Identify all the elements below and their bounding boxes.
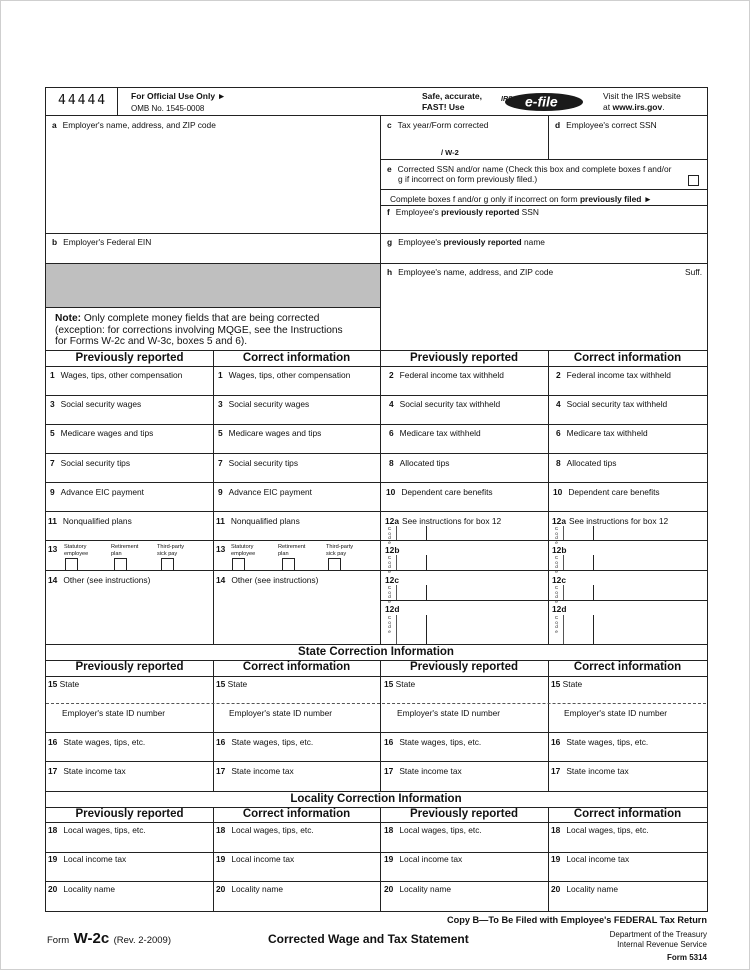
state-col-header-4: Correct information (573, 661, 682, 673)
third-party-sick-pay-label: Third-party sick pay (326, 544, 354, 557)
state-id-1: Employer's state ID number (62, 708, 166, 718)
box-19-4: 19 Local income tax (551, 854, 630, 864)
box-6-correct: 6 Medicare tax withheld (556, 428, 648, 438)
statutory-employee-label: Statutory employee (231, 544, 256, 557)
box-17-1: 17 State income tax (48, 766, 126, 776)
box-3-correct: 3 Social security wages (218, 399, 310, 409)
code-label: Code (387, 585, 392, 604)
box-4-prev: 4 Social security tax withheld (389, 399, 501, 409)
code-label: Code (554, 526, 559, 545)
third-party-sick-pay-checkbox[interactable] (161, 558, 174, 571)
box-16-1: 16 State wages, tips, etc. (48, 737, 146, 747)
box-12b-correct: 12b (552, 545, 567, 555)
treasury-dept: Department of the Treasury (609, 930, 707, 939)
box-f-label: f Employee's previously reported SSN (387, 207, 539, 217)
box-3-prev: 3 Social security wages (50, 399, 142, 409)
statutory-employee-checkbox[interactable] (232, 558, 245, 571)
box-g-label: g Employee's previously reported name (387, 237, 545, 247)
box-15-state-4: 15 State (551, 679, 583, 689)
box-2-prev: 2 Federal income tax withheld (389, 370, 504, 380)
box-18-4: 18 Local wages, tips, etc. (551, 825, 649, 835)
box-12a-prev: 12a See instructions for box 12 (385, 516, 502, 526)
box-5-prev: 5 Medicare wages and tips (50, 428, 154, 438)
state-section-title: State Correction Information (298, 646, 454, 658)
box-14-correct: 14 Other (see instructions) (216, 575, 319, 585)
box-h-label: h Employee's name, address, and ZIP code (387, 267, 554, 277)
box-20-2: 20 Locality name (216, 884, 284, 894)
statutory-employee-checkbox[interactable] (65, 558, 78, 571)
retirement-plan-checkbox[interactable] (114, 558, 127, 571)
box-1-correct: 1 Wages, tips, other compensation (218, 370, 351, 380)
irs-logo-text: IRS (501, 96, 513, 103)
irs-website-link[interactable]: www.irs.gov (612, 102, 663, 112)
box-12c-prev: 12c (385, 575, 399, 585)
box-19-1: 19 Local income tax (48, 854, 127, 864)
box-8-correct: 8 Allocated tips (556, 458, 617, 468)
money-fields-note: Note: Only complete money fields that are being corrected (exception: for corrections involving MQGE, see the Instructions for Forms W-2c and W-3c, boxes 5 and 6). (55, 313, 343, 347)
box-7-prev: 7 Social security tips (50, 458, 131, 468)
box-12b-prev: 12b (385, 545, 400, 555)
locality-col-header-2: Correct information (242, 808, 351, 820)
box-8-prev: 8 Allocated tips (389, 458, 450, 468)
box-12d-prev: 12d (385, 604, 400, 614)
omb-number: OMB No. 1545-0008 (131, 104, 205, 113)
box-18-1: 18 Local wages, tips, etc. (48, 825, 146, 835)
col-header-previously-reported-1: Previously reported (75, 352, 184, 364)
retirement-plan-label: Retirement plan (278, 544, 306, 557)
box-10-correct: 10 Dependent care benefits (553, 487, 660, 497)
form-title-block (47, 930, 171, 948)
box-5-correct: 5 Medicare wages and tips (218, 428, 322, 438)
irs-efile-logo (497, 91, 587, 113)
box-b-label: b Employer's Federal EIN (52, 237, 152, 247)
box-16-2: 16 State wages, tips, etc. (216, 737, 314, 747)
box-11-prev: 11 Nonqualified plans (48, 516, 132, 526)
code-label: Code (554, 585, 559, 604)
retirement-plan-checkbox[interactable] (282, 558, 295, 571)
box-17-3: 17 State income tax (384, 766, 462, 776)
locality-section-title: Locality Correction Information (290, 793, 462, 805)
statutory-employee-label: Statutory employee (64, 544, 89, 557)
box-17-2: 17 State income tax (216, 766, 294, 776)
suffix-label: Suff. (685, 267, 703, 277)
box-18-3: 18 Local wages, tips, etc. (384, 825, 482, 835)
state-col-header-1: Previously reported (75, 661, 184, 673)
shaded-box (46, 264, 380, 307)
form-corrected-w2: / W-2 (441, 148, 459, 157)
col-header-correct-information-2: Correct information (573, 352, 682, 364)
box-20-3: 20 Locality name (384, 884, 452, 894)
box-17-4: 17 State income tax (551, 766, 629, 776)
safe-accurate-text: Safe, accurate, (422, 91, 483, 101)
state-col-header-2: Correct information (242, 661, 351, 673)
efile-logo-text: e-file (525, 93, 558, 110)
box-14-prev: 14 Other (see instructions) (48, 575, 151, 585)
box-19-2: 19 Local income tax (216, 854, 295, 864)
box-11-correct: 11 Nonqualified plans (216, 516, 300, 526)
box-15-state-3: 15 State (384, 679, 416, 689)
code-label: Code (554, 555, 559, 574)
form-revision: (Rev. 2-2009) (113, 935, 172, 946)
corrected-ssn-checkbox[interactable] (688, 175, 699, 186)
box-20-4: 20 Locality name (551, 884, 619, 894)
locality-col-header-4: Correct information (573, 808, 682, 820)
box-7-correct: 7 Social security tips (218, 458, 299, 468)
code-label: Code (387, 555, 392, 574)
box-a-label: a Employer's name, address, and ZIP code (52, 120, 216, 130)
third-party-sick-pay-label: Third-party sick pay (157, 544, 185, 557)
form-main-title: Corrected Wage and Tax Statement (268, 932, 469, 946)
state-id-3: Employer's state ID number (397, 708, 501, 718)
box-12a-correct: 12a See instructions for box 12 (552, 516, 669, 526)
retirement-plan-label: Retirement plan (111, 544, 139, 557)
col-header-correct-information-1: Correct information (242, 352, 351, 364)
irs-agency: Internal Revenue Service (617, 940, 707, 949)
box-15-state-2: 15 State (216, 679, 248, 689)
box-20-1: 20 Locality name (48, 884, 116, 894)
box-e-label-2: g if incorrect on form previously filed.) (398, 174, 538, 184)
form-word: Form (47, 935, 70, 946)
box-4-correct: 4 Social security tax withheld (556, 399, 668, 409)
code-label: Code (554, 615, 559, 634)
fast-use-text: FAST! Use (422, 102, 465, 112)
official-use-label: For Official Use Only ► (131, 91, 226, 101)
box-12c-correct: 12c (552, 575, 566, 585)
state-id-4: Employer's state ID number (564, 708, 668, 718)
form-number: Form 5314 (666, 953, 707, 962)
box-19-3: 19 Local income tax (384, 854, 463, 864)
box-c-label: c Tax year/Form corrected (387, 120, 489, 130)
box-12d-correct: 12d (552, 604, 567, 614)
box-13-num-correct: 13 (216, 544, 226, 554)
box-18-2: 18 Local wages, tips, etc. (216, 825, 314, 835)
state-id-2: Employer's state ID number (229, 708, 333, 718)
box-9-prev: 9 Advance EIC payment (50, 487, 145, 497)
col-header-previously-reported-2: Previously reported (409, 352, 518, 364)
box-d-label: d Employee's correct SSN (555, 120, 657, 130)
irs-website: at www.irs.gov. (603, 102, 665, 112)
third-party-sick-pay-checkbox[interactable] (328, 558, 341, 571)
box-10-prev: 10 Dependent care benefits (386, 487, 493, 497)
box-15-state-1: 15 State (48, 679, 80, 689)
box-6-prev: 6 Medicare tax withheld (389, 428, 481, 438)
box-16-4: 16 State wages, tips, etc. (551, 737, 649, 747)
visit-irs-text: Visit the IRS website (603, 91, 681, 101)
code-label: Code (387, 526, 392, 545)
copy-b-text: Copy B—To Be Filed with Employee's FEDERAL Tax Return (447, 915, 707, 925)
complete-fg-note: Complete boxes f and/or g only if incorrect on form previously filed ► (390, 194, 652, 204)
box-e-label: e Corrected SSN and/or name (Check this box and complete boxes f and/or (387, 164, 672, 174)
locality-col-header-3: Previously reported (409, 808, 518, 820)
state-col-header-3: Previously reported (409, 661, 518, 673)
form-code-box: 44444 (58, 93, 108, 108)
box-1-prev: 1 Wages, tips, other compensation (50, 370, 183, 380)
code-label: Code (387, 615, 392, 634)
box-13-num-prev: 13 (48, 544, 58, 554)
locality-col-header-1: Previously reported (75, 808, 184, 820)
form-name: W-2c (73, 930, 110, 947)
box-2-correct: 2 Federal income tax withheld (556, 370, 671, 380)
box-9-correct: 9 Advance EIC payment (218, 487, 313, 497)
box-16-3: 16 State wages, tips, etc. (384, 737, 482, 747)
